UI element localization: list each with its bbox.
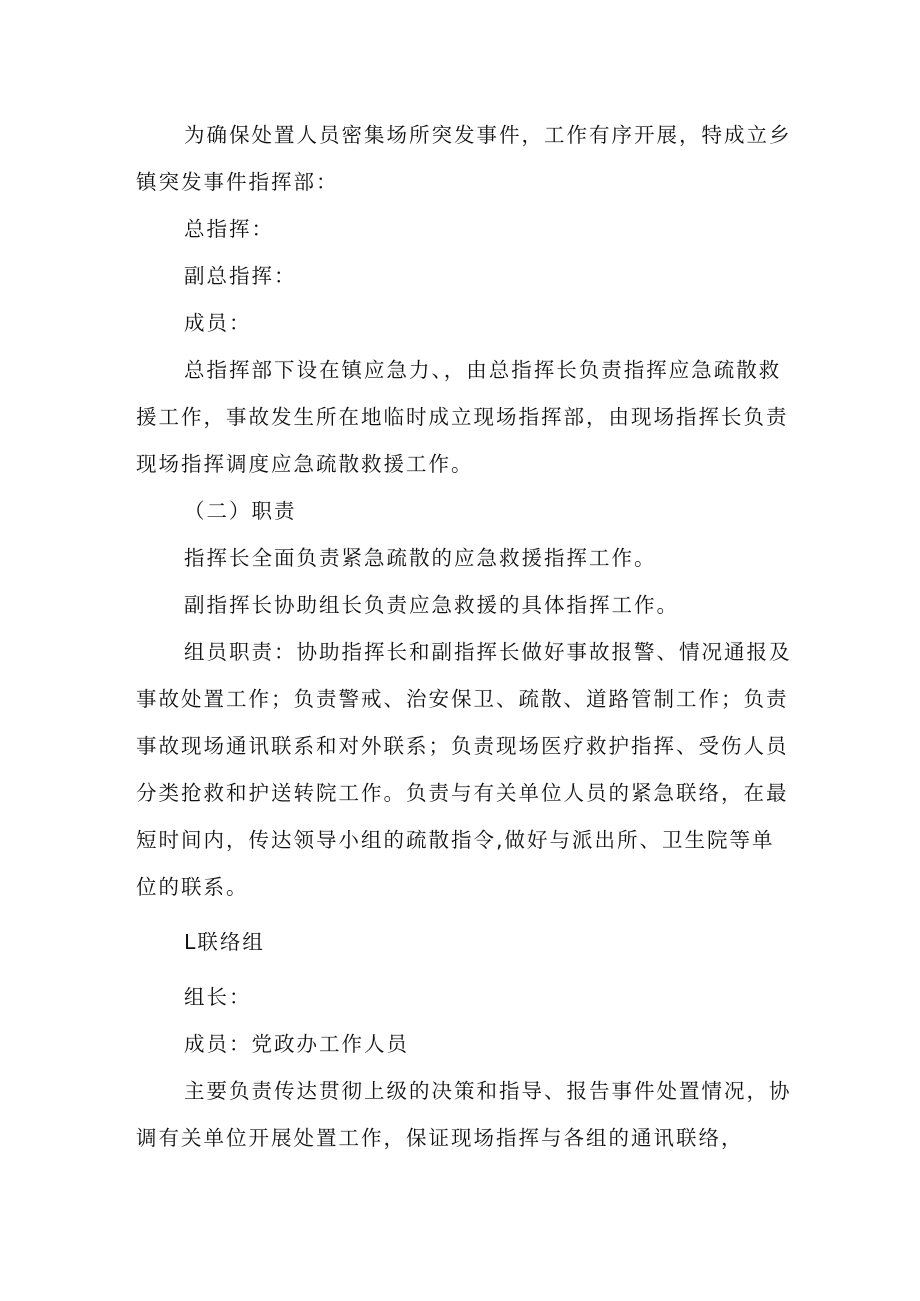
paragraph-commander-duty: 指挥长全面负责紧急疏散的应急救援指挥工作。 [184, 546, 657, 570]
paragraph-member-duties: 组员职责：协助指挥长和副指挥长做好事故报警、情况通报及事故处置工作；负责警戒、治安保卫、疏散、道路管制工作；负责事故现场通讯联系和对外联系；负责现场医疗救护指挥、受伤人员分类抢救和护送转院工作。负责与有关单位人员的紧急联络，在最短时间内，传达领导小组的疏散指令,做好与派出所、卫生院等单位的联系。 [136, 640, 792, 899]
paragraph-deputy-duty: 副指挥长协助组长负责应急救援的具体指挥工作。 [184, 593, 679, 617]
paragraph-liaison-responsibility: 主要负责传达贯彻上级的决策和指导、报告事件处置情况，协调有关单位开展处置工作，保证现场指挥与各组的通讯联络， [136, 1079, 792, 1150]
paragraph-intro: 为确保处置人员密集场所突发事件，工作有序开展，特成立乡镇突发事件指挥部： [136, 123, 792, 194]
paragraph-headquarters: 总指挥部下设在镇应急力、，由总指挥长负责指挥应急疏散救援工作，事故发生所在地临时成立现场指挥部，由现场指挥长负责现场指挥调度应急疏散救援工作。 [136, 358, 789, 476]
document-body [136, 112, 792, 1162]
section-heading-duties: （二）职责 [184, 499, 297, 523]
paragraph-members: 成员： [184, 311, 252, 335]
paragraph-group-leader: 组长： [184, 985, 252, 1009]
section-heading-liaison-group: L联络组 [184, 930, 265, 954]
paragraph-group-members: 成员：党政办工作人员 [184, 1032, 409, 1056]
paragraph-deputy-commander: 副总指挥： [184, 264, 297, 288]
paragraph-chief-commander: 总指挥： [184, 217, 274, 241]
